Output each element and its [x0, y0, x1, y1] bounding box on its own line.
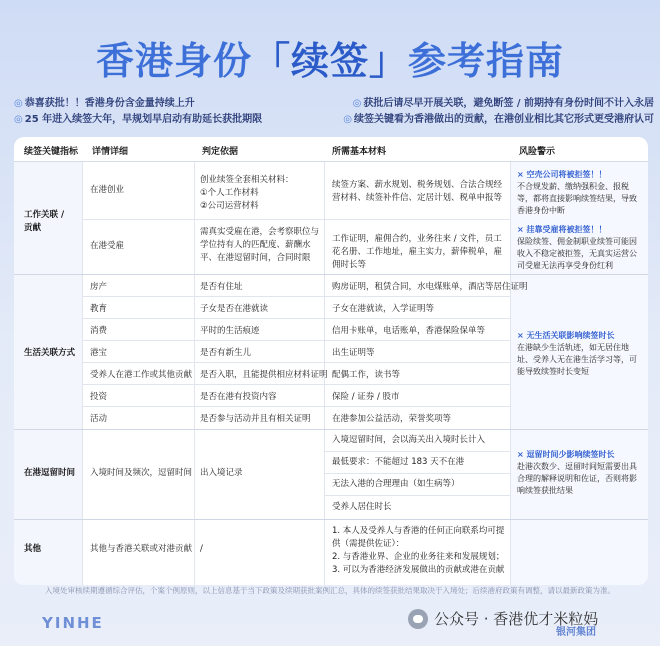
section-label: 生活关联方式: [24, 348, 76, 358]
risk-note: × 无生活关联影响续签时长 在港缺少生活轨迹，如无居住地址、受养人无在港生活学习等，可能导致续签时长变短: [517, 331, 637, 376]
table-cell: 续签方案、薪水规划、税务规划、合法合规经营材料、续签补件信、定居计划、税单申报等: [332, 180, 503, 203]
footnote: 入境处审核续期遵循综合评估，个案个例原则，以上信息基于当下政策及续期获批案例汇总，具体的续签获批结果取决于入境处；后续港府政策有调整，请以最新政策为准。: [45, 586, 615, 595]
table-cell: 最低要求：不能超过 183 天不在港: [332, 457, 465, 467]
table-cell: 在港受雇: [90, 241, 125, 251]
circle-icon: ◎: [352, 98, 362, 109]
table-cell: 房产: [90, 282, 108, 292]
table-cell: 活动: [90, 414, 108, 424]
circle-icon: ◎: [14, 114, 23, 125]
table-cell: 购房证明，租赁合同，水电煤账单，酒店等居住证明: [332, 282, 528, 292]
brand-name: 银河集团: [556, 627, 596, 638]
table-cell: 平时的生活痕迹: [200, 326, 260, 336]
section-label: 其他: [24, 544, 42, 554]
table-cell: 无法入港的合理理由（如生病等）: [332, 479, 460, 489]
table-cell: 子女在港就读，入学证明等: [332, 304, 435, 314]
highlights: [14, 96, 654, 128]
table-header: 续签关键指标 详情详细 判定依据 所需基本材料 风险警示: [14, 137, 648, 162]
highlight-item: ◎ 续签关键看为香港做出的贡献，在港创业相比其它形式更受港府认可: [343, 114, 654, 125]
guide-table: [14, 137, 648, 585]
table-cell: 是否参与活动并且有相关证明: [200, 414, 311, 424]
section-label: 工作关联 / 贡献: [24, 210, 65, 233]
table-cell: 在港参加公益活动，荣誉奖项等: [332, 414, 452, 424]
table-cell: 是否入职，且能提供相应材料证明: [200, 370, 328, 380]
table-cell: 受养人在港工作或其他贡献: [90, 370, 193, 380]
wechat-icon: [408, 609, 428, 629]
brand-logo: YINHE: [42, 614, 104, 632]
table-cell: 入境时间及频次，逗留时间: [90, 468, 193, 478]
table-cell: 入境逗留时间，会以海关出入境时长计入: [332, 435, 486, 445]
risk-note: × 空壳公司将被拒签！！ 不合规发薪、缴纳强积金、报税等，都将直接影响续签结果，导致香港身份中断: [517, 170, 637, 215]
table-cell: 是否有住址: [200, 282, 243, 292]
circle-icon: ◎: [343, 114, 352, 125]
table-cell: 配偶工作，读书等: [332, 370, 401, 380]
table-cell: 投资: [90, 392, 108, 402]
page-title: 香港身份「续签」参考指南: [95, 39, 565, 83]
highlight-item: ◎ 获批后请尽早开展关联，避免断签 / 前期持有身份时间不计入永居: [352, 98, 654, 109]
section-label: 在港逗留时间: [24, 468, 76, 478]
risk-note: × 挂靠受雇将被拒签！！ 保险续签、佣金制职业续签可能因收入不稳定被拒签，无真实运营公司受雇无法再享受身份红利: [517, 225, 637, 270]
table-cell: 是否有新生儿: [200, 348, 252, 358]
table-cell: 子女是否在港就读: [200, 304, 269, 314]
watermark: 公众号 · 香港优才米粒妈: [408, 608, 598, 629]
table-cell: 受养人居住时长: [332, 502, 392, 512]
highlight-item: ◎ 25 年进入续签大年，早规划早启动有助延长获批期限: [14, 114, 263, 125]
table-cell: /: [200, 544, 203, 554]
table-cell: 创业续签全套相关材料： ①个人工作材料 ②公司运营材料: [200, 175, 294, 211]
table-cell: 消费: [90, 326, 108, 336]
table-cell: 港宝: [90, 348, 108, 358]
table-cell: 是否在港有投资内容: [200, 392, 277, 402]
circle-icon: ◎: [14, 98, 23, 109]
table-cell: 出入境记录: [200, 468, 243, 478]
table-cell: 1. 本人及受养人与香港的任何正向联系均可提供（需提供佐证）： 2. 与香港业界、企业的业务往来和发展规划； 3. 可以为香港经济发展做出的贡献或港在贡献: [332, 526, 505, 575]
table-cell: 需真实受雇在港，会考察职位与学位持有人的匹配度、薪酬水平、在港逗留时间，合同时限: [200, 227, 320, 263]
table-cell: 其他与香港关联或对港贡献: [90, 544, 193, 554]
table-cell: 保险 / 证券 / 股市: [332, 392, 400, 402]
table-cell: 出生证明等: [332, 348, 375, 358]
risk-note: × 逗留时间少影响续签时长 赴港次数少、逗留时间短需要出具合理的解释说明和佐证，否则将影响续签获批结果: [517, 450, 637, 495]
table-cell: 信用卡账单，电话账单，香港保险保单等: [332, 326, 486, 336]
table-cell: 教育: [90, 304, 108, 314]
table-cell: 在港创业: [90, 185, 125, 195]
table-cell: 工作证明，雇佣合约，业务往来 / 文件，员工花名册、工作地址，雇主实力，薪俸税单，雇佣时长等: [332, 234, 503, 270]
highlight-item: ◎ 恭喜获批！！香港身份含金量持续上升: [14, 98, 195, 109]
